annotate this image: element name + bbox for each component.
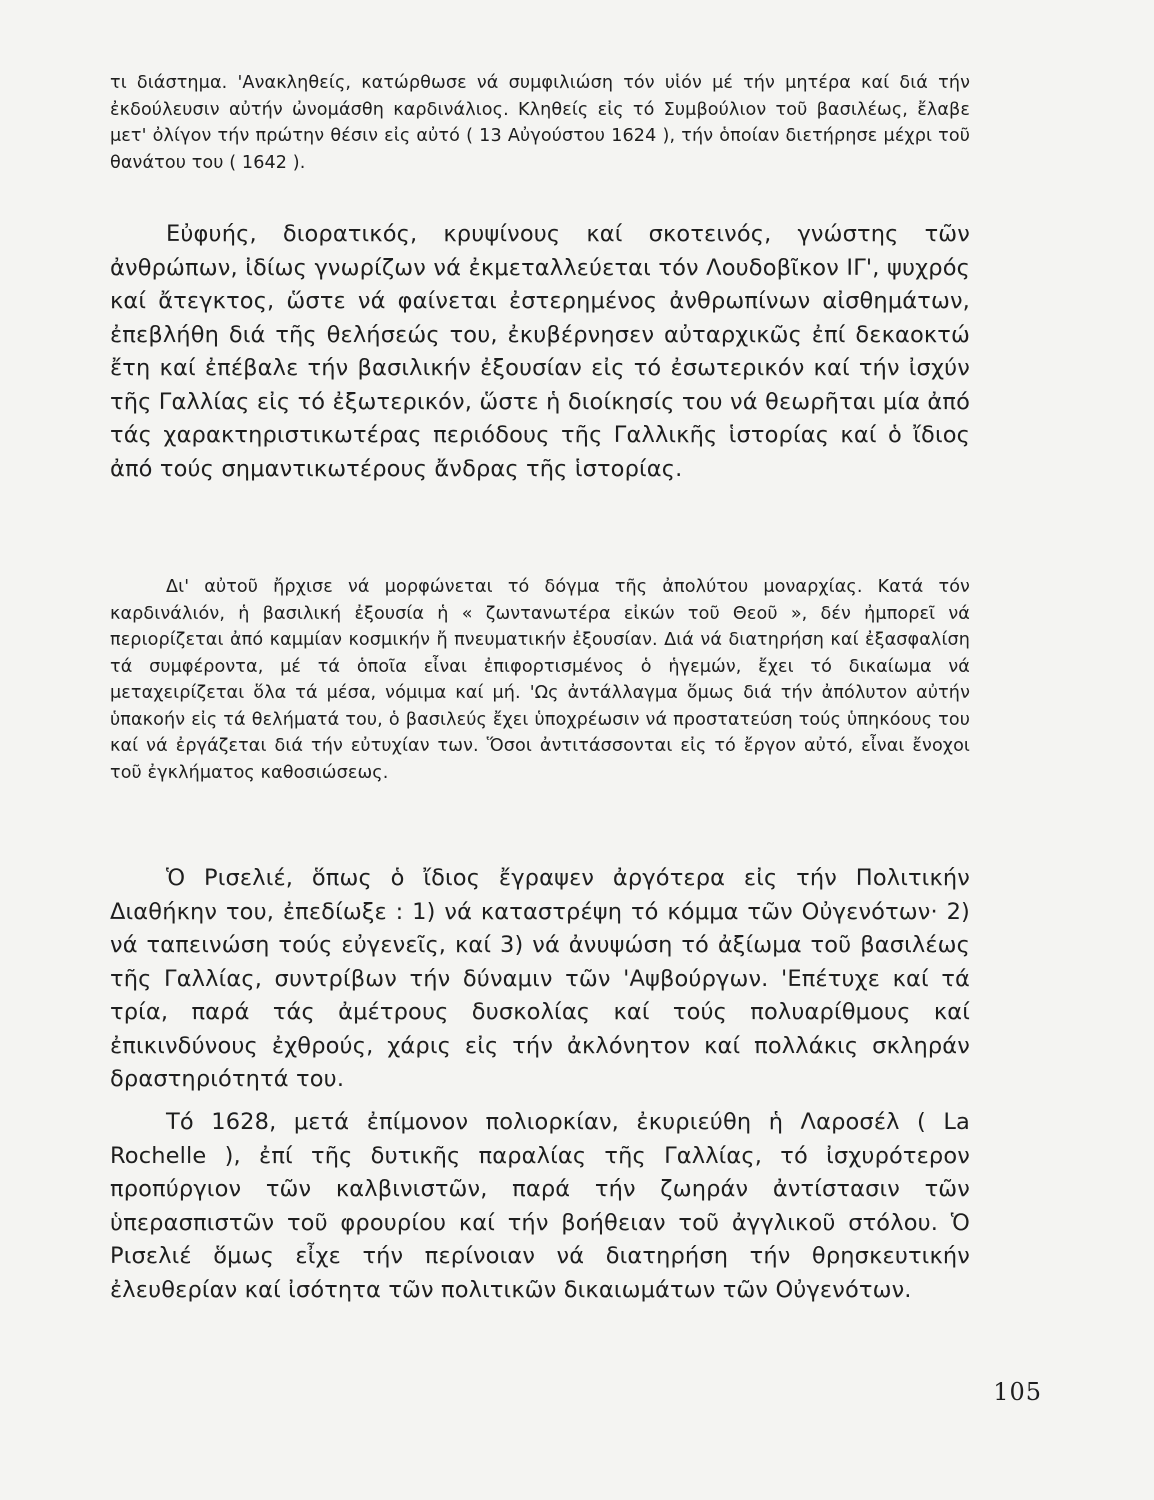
- paragraph-richelieu-goals: Ὁ Ρισελιέ, ὅπως ὁ ἴδιος ἔγραψεν ἀργότερα εἰς τήν Πολιτικήν Διαθήκην του, ἐπεδίωξε : 1) νά καταστρέψη τό κόμμα τῶν Οὐγενότων· 2) νά ταπεινώση τούς εὐγενεῖς, καί 3) νά ἀνυψώση τό ἀξίωμα τοῦ βασιλέως τῆς Γαλλίας, συντρίβων τήν δύναμιν τῶν 'Αψβούργων. 'Επέτυχε καί τά τρία, παρά τάς ἀμέτρους δυσκολίας καί τούς πολυαρίθμους καί ἐπικινδύνους ἐχθρούς, χάρις εἰς τήν ἀκλόνητον καί πολλάκις σκληράν δραστηριότητά του.: [110, 865, 970, 1092]
- page-number: 105: [993, 1378, 1042, 1406]
- paragraph-absolute-monarchy: Δι' αὐτοῦ ἤρχισε νά μορφώνεται τό δόγμα τῆς ἀπολύτου μοναρχίας. Κατά τόν καρδινάλιόν, ἡ βασιλική ἐξουσία ἡ « ζωντανωτέρα εἰκών τοῦ Θεοῦ », δέν ἠμπορεῖ νά περιορίζεται ἀπό καμμίαν κοσμικήν ἤ πνευματικήν ἐξουσίαν. Διά νά διατηρήση καί ἐξασφαλίση τά συμφέροντα, μέ τά ὁποῖα εἶναι ἐπιφορτισμένος ὁ ἡγεμών, ἔχει τό δικαίωμα νά μεταχειρίζεται ὅλα τά μέσα, νόμιμα καί μή. 'Ως ἀντάλλαγμα ὅμως διά τήν ἀπόλυτον αὐτήν ὑπακοήν εἰς τά θελήματά του, ὁ βασιλεύς ἔχει ὑποχρέωσιν νά προστατεύση τούς ὑπηκόους του καί νά ἐργάζεται διά τήν εὐτυχίαν των. Ὅσοι ἀντιτάσσονται εἰς τό ἔργον αὐτό, εἶναι ἔνοχοι τοῦ ἐγκλήματος καθοσιώσεως.: [110, 577, 970, 783]
- paragraph-la-rochelle: Τό 1628, μετά ἐπίμονον πολιορκίαν, ἐκυριεύθη ἡ Λαροσέλ ( La Rochelle ), ἐπί τῆς δυτικῆς παραλίας τῆς Γαλλίας, τό ἰσχυρότερον προπύργιον τῶν καλβινιστῶν, παρά τήν ζωηράν ἀντίστασιν τῶν ὑπερασπιστῶν τοῦ φρουρίου καί τήν βοήθειαν τοῦ ἀγγλικοῦ στόλου. Ὁ Ρισελιέ ὅμως εἶχε τήν περίνοιαν νά διατηρήση τήν θρησκευτικήν ἐλευθερίαν καί ἰσότητα τῶν πολιτικῶν δικαιωμάτων τῶν Οὐγενότων.: [110, 1109, 970, 1303]
- paragraph-euphyes: Εὐφυής, διορατικός, κρυψίνους καί σκοτεινός, γνώστης τῶν ἀνθρώπων, ἰδίως γνωρίζων νά ἐκμεταλλεύεται τόν Λουδοβῖκον ΙΓ', ψυχρός καί ἄτεγκτος, ὥστε νά φαίνεται ἐστερημένος ἀνθρωπίνων αἰσθημάτων, ἐπεβλήθη διά τῆς θελήσεώς του, ἐκυβέρνησεν αὐταρχικῶς ἐπί δεκαοκτώ ἔτη καί ἐπέβαλε τήν βασιλικήν ἐξουσίαν εἰς τό ἐσωτερικόν καί τήν ἰσχύν τῆς Γαλλίας εἰς τό ἐξωτερικόν, ὥστε ἡ διοίκησίς του νά θεωρῆται μία ἀπό τάς χαρακτηριστικωτέρας περιόδους τῆς Γαλλικῆς ἱστορίας καί ὁ ἴδιος ἀπό τούς σημαντικωτέρους ἄνδρας τῆς ἱστορίας.: [110, 221, 970, 482]
- paragraph-intro: τι διάστημα. 'Ανακληθείς, κατώρθωσε νά συμφιλιώση τόν υἱόν μέ τήν μητέρα καί διά τήν ἐκδούλευσιν αὐτήν ὠνομάσθη καρδινάλιος. Κληθείς εἰς τό Συμβούλιον τοῦ βασιλέως, ἔλαβε μετ' ὀλίγον τήν πρώτην θέσιν εἰς αὐτό ( 13 Αὐγούστου 1624 ), τήν ὁποίαν διετήρησε μέχρι τοῦ θανάτου του ( 1642 ).: [110, 73, 970, 173]
